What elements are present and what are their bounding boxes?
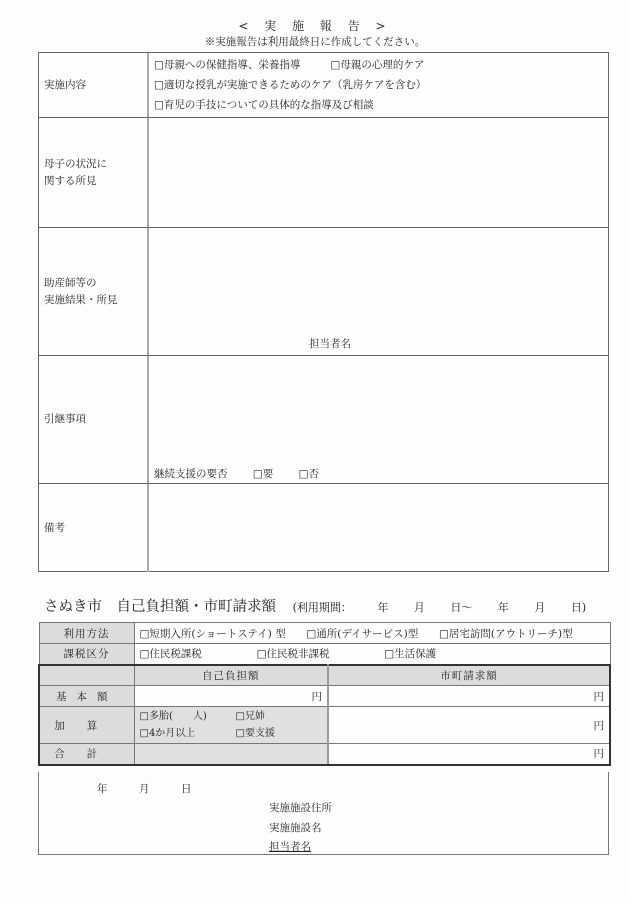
continuation-label: 継続支援の要否 — [154, 468, 228, 480]
fee-column-header-row — [39, 665, 610, 686]
signature-date[interactable]: 年 月 日 — [97, 783, 192, 795]
signature-box — [38, 772, 609, 855]
report-note: ※実施報告は利用最終日に作成してください。 — [204, 36, 426, 48]
facility-address-label: 実施施設住所 — [269, 802, 332, 814]
addition-label: 加算 — [54, 719, 120, 732]
midwife-results-field[interactable] — [149, 228, 608, 355]
city-claim-total-field[interactable]: 円 — [328, 744, 610, 765]
remarks-field[interactable] — [149, 484, 608, 572]
checkbox-maternal-guidance[interactable]: □母親への保健指導、栄養指導 — [154, 59, 301, 71]
city-claim-basic-field[interactable]: 円 — [328, 686, 610, 707]
remarks-label: 備考 — [39, 484, 149, 572]
checkbox-day-service[interactable]: □通所(デイサービス)型 — [306, 627, 419, 640]
checkbox-childcare-guidance[interactable]: □育児の手技についての具体的な指導及び相談 — [154, 99, 374, 111]
usage-method-row — [39, 623, 610, 644]
basic-amount-row — [39, 686, 610, 707]
checkbox-breastfeeding-care[interactable]: □適切な授乳が実施できるためのケア（乳房ケアを含む） — [154, 79, 427, 91]
fee-title: さぬき市 自己負担額・市町請求額 — [44, 599, 276, 615]
checkbox-outreach[interactable]: □居宅訪問(アウトリーチ)型 — [438, 627, 573, 640]
checkbox-taxed[interactable]: □住民税課税 — [139, 648, 202, 661]
checkbox-non-taxed[interactable]: □住民税非課税 — [256, 648, 330, 661]
checkbox-continuation-yes[interactable]: □要 — [252, 468, 274, 480]
self-pay-basic-field[interactable]: 円 — [134, 686, 328, 707]
report-title: < 実 施 報 告 > — [238, 19, 392, 33]
row-remarks — [39, 483, 608, 572]
checkbox-siblings[interactable]: □兄姉 — [235, 711, 265, 722]
row-handover — [39, 355, 608, 483]
report-table — [38, 52, 609, 572]
midwife-results-label: 助産師等の 実施結果・所見 — [39, 228, 149, 355]
handover-label: 引継事項 — [39, 356, 149, 483]
tax-class-label: 課税区分 — [39, 644, 134, 665]
self-pay-header: 自己負担額 — [134, 665, 328, 686]
implementation-label: 実施内容 — [39, 53, 149, 117]
checkbox-psych-care[interactable]: □母親の心理的ケア — [330, 59, 425, 71]
row-midwife-results — [39, 227, 608, 355]
staff-name-label: 担当者名 — [309, 338, 351, 350]
checkbox-continuation-no[interactable]: □否 — [298, 468, 320, 480]
usage-period: (利用期間： 年 月 日〜 年 月 日) — [292, 601, 587, 614]
checkbox-multiple-birth[interactable]: □多胎( 人) — [139, 711, 207, 722]
mother-child-findings-field[interactable] — [149, 118, 608, 227]
tax-class-row — [39, 644, 610, 665]
self-pay-total-field — [134, 744, 328, 765]
fee-heading — [44, 595, 586, 616]
row-implementation — [39, 53, 608, 117]
city-claim-addition-field[interactable]: 円 — [328, 707, 610, 744]
handover-field[interactable] — [149, 356, 608, 483]
total-row — [39, 744, 610, 765]
mother-child-findings-label: 母子の状況に 関する所見 — [39, 118, 149, 227]
total-label: 合計 — [54, 748, 120, 761]
checkbox-needs-support[interactable]: □要支援 — [235, 728, 275, 739]
addition-row — [39, 707, 610, 744]
row-mother-child-findings — [39, 117, 608, 227]
usage-method-label: 利用方法 — [39, 623, 134, 644]
checkbox-over-4-months[interactable]: □4か月以上 — [139, 728, 196, 739]
fee-table — [38, 622, 611, 766]
facility-name-label: 実施施設名 — [269, 822, 322, 834]
empty-header — [39, 665, 134, 686]
checkbox-welfare[interactable]: □生活保護 — [384, 648, 437, 661]
staff-name-signature: 担当者名 — [269, 841, 311, 853]
city-claim-header: 市町請求額 — [328, 665, 610, 686]
checkbox-short-stay[interactable]: □短期入所(ショートステイ) 型 — [139, 627, 286, 640]
basic-amount-label: 基本額 — [56, 690, 118, 703]
